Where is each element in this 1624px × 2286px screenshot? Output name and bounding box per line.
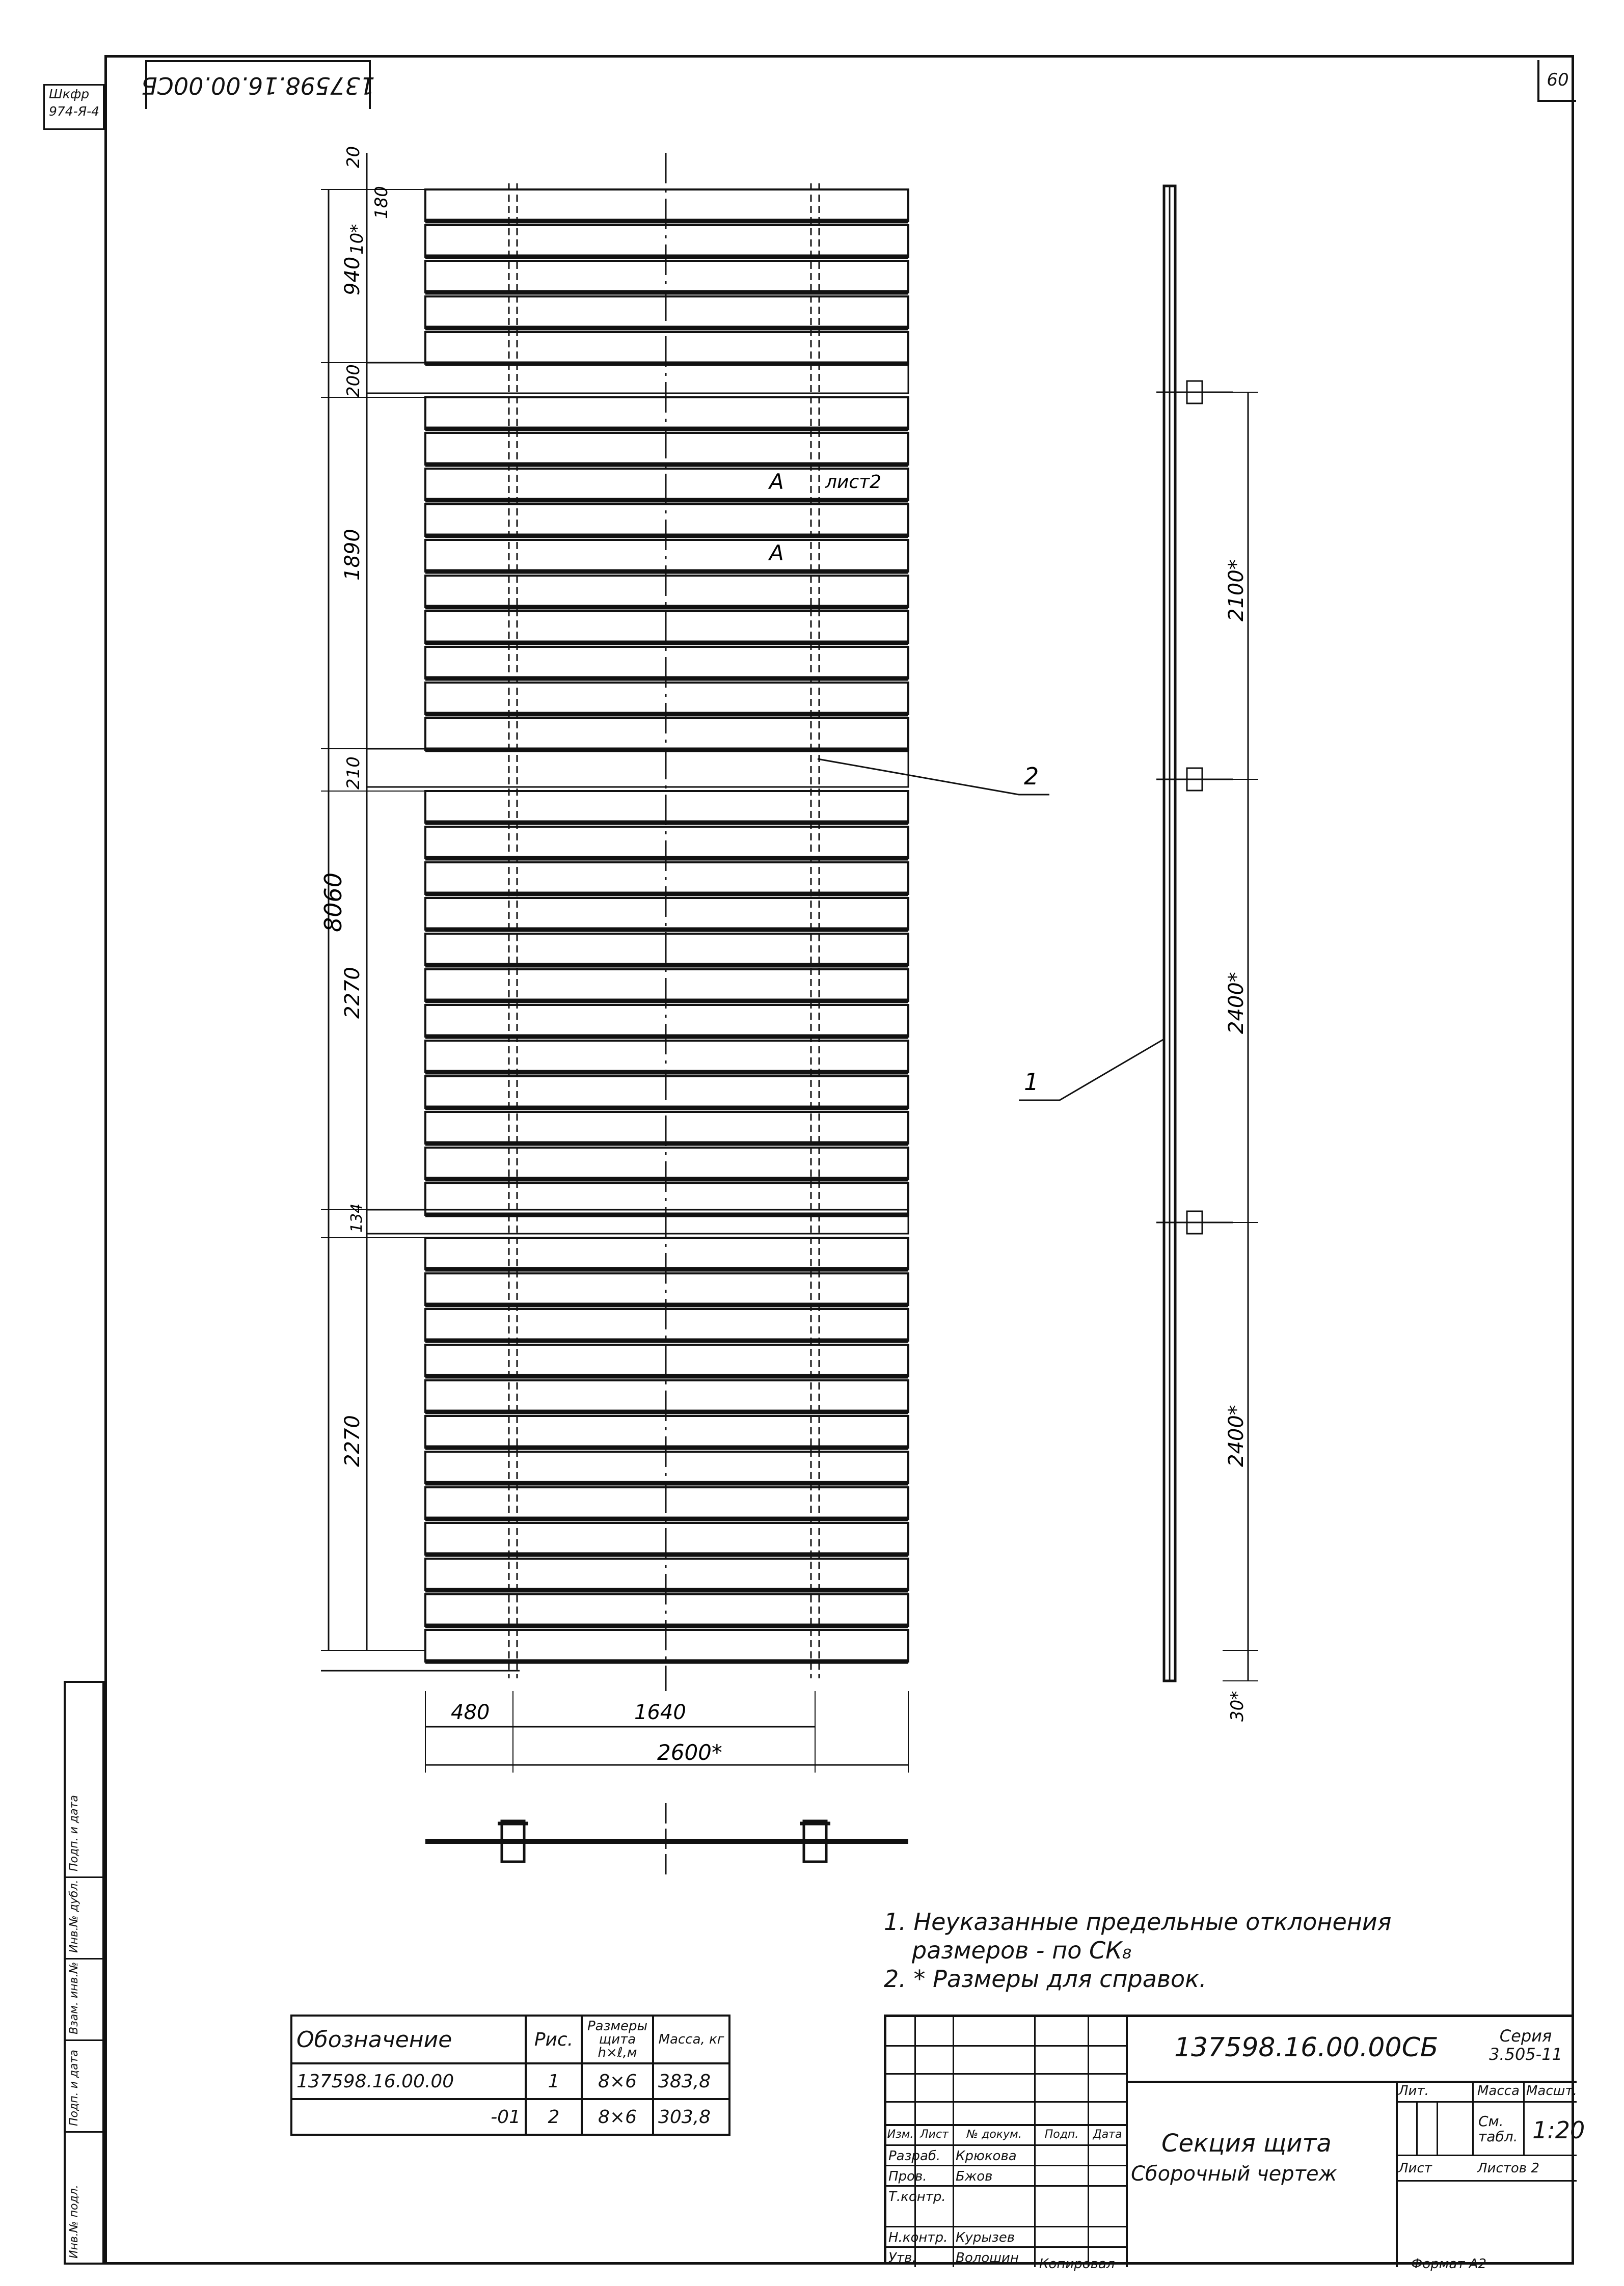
leader-callout-1 [1019,1039,1164,1100]
slat [425,576,908,607]
dim-post-spacing: 1640 [634,1701,686,1724]
title-format: Формат А2 [1411,2256,1487,2272]
slat [425,1076,908,1108]
post-group [509,153,819,1691]
drawing-notes [884,1908,1444,1993]
title-col-lit: Лит. [1398,2083,1429,2099]
rev-header-doc: № докум. [966,2128,1022,2141]
slat [425,225,908,257]
archive-stamp-line2: 974-Я-4 [49,104,100,119]
role-developer: Разраб. [888,2148,941,2164]
slat [425,1345,908,1376]
archive-stamp-line1: Шкфр [49,87,90,101]
note-line-1: 1. Неуказанные предельные отклонения [884,1908,1392,1936]
slat [425,1630,908,1662]
spec-header-fig: Рис. [526,2016,582,2063]
dim-offset-left: 480 [451,1701,490,1724]
spec-cell-mass: 383,8 [653,2063,729,2099]
section-sheet-ref: лист2 [825,472,882,493]
slat [425,1041,908,1072]
role-approver: Утв. [888,2250,916,2266]
slat [425,1452,908,1483]
dim-slat-width: 180 [371,186,392,219]
title-col-scale: Масшт. [1526,2083,1577,2099]
slat [425,189,908,221]
spec-cell-mass: 303,8 [653,2099,729,2135]
dim-gap2: 210 [343,756,364,790]
spec-cell-fig: 2 [526,2099,582,2135]
title-scale: 1:20 [1532,2116,1585,2144]
note-line-3: 2. * Размеры для справок. [884,1965,1207,1993]
rev-header-sheet: Лист [920,2128,949,2141]
slat-group [367,189,908,1662]
title-copied: Копировал [1039,2256,1115,2272]
dim-side-2: 2400* [1225,972,1248,1034]
slat [425,1005,908,1037]
callout-2: 2 [1024,763,1039,790]
slat [425,397,908,429]
title-sheets-label: Листов 2 [1477,2161,1539,2176]
slat [425,296,908,328]
rev-header-date: Дата [1093,2128,1122,2141]
title-mass-value: См. табл. [1478,2113,1518,2145]
title-name-line1: Секция щита [1161,2129,1332,2158]
slat [425,791,908,823]
dim-block2: 1890 [341,529,364,581]
title-sheet-label: Лист [1398,2161,1432,2176]
sheet-number: 60 [1537,60,1576,102]
slat [425,1559,908,1590]
spec-header-size: Размеры щита h×ℓ,м [582,2016,653,2063]
title-designation: 137598.16.00.00СБ [1174,2032,1439,2063]
slat [425,647,908,678]
spec-header-designation: Обозначение [291,2016,526,2063]
margin-label-sign1: Подп. и дата [68,2050,80,2126]
slat [425,1594,908,1626]
dim-top-gap: 20 [343,146,364,168]
slat [425,934,908,965]
spec-cell-size: 8×6 [582,2063,653,2099]
slat [425,862,908,894]
rev-header-change: Изм. [887,2128,914,2141]
spec-header-row [291,2016,729,2063]
slat [425,332,908,364]
gap-band [367,749,908,787]
slat [425,504,908,536]
dim-gap3: 134 [348,1203,366,1233]
spec-row [291,2063,729,2099]
spec-header-mass: Масса, кг [653,2016,729,2063]
slat [425,898,908,930]
role-developer-name: Крюкова [956,2148,1017,2164]
spec-table [290,2015,730,2136]
dim-block1: 940 [341,256,364,295]
inverted-drawing-code: 137598.16.00.00СБ [145,60,371,109]
dim-block4: 2270 [341,1415,364,1467]
slat [425,827,908,858]
slat [425,683,908,714]
spec-cell-designation: 137598.16.00.00 [291,2063,526,2099]
title-col-mass: Масса [1477,2083,1520,2099]
dimension-group [321,153,1164,1773]
slat [425,1148,908,1179]
note-line-2: размеров - по СК₈ [912,1937,1132,1964]
dim-slat-gap: 10* [347,224,367,255]
slat [425,261,908,292]
title-series-label: Серия [1499,2026,1552,2046]
dim-overall-width: 2600* [657,1740,722,1765]
dim-side-bottom: 30* [1227,1691,1248,1722]
role-approver-name: Волошин [956,2250,1019,2266]
role-norm-control-name: Курызев [956,2230,1015,2245]
dim-overall-height: 8060 [319,872,347,932]
dim-side-1: 2100* [1225,559,1248,621]
slat [425,433,908,465]
plan-view [425,1803,908,1874]
title-series: 3.505-11 [1489,2045,1562,2064]
slat [425,1487,908,1519]
dim-side-3: 2400* [1225,1405,1248,1467]
slat [425,1523,908,1555]
gap-band [367,363,908,393]
role-tech-control: Т.контр. [888,2189,946,2205]
spec-row [291,2099,729,2135]
margin-label-sign2: Подп. и дата [68,1795,80,1871]
margin-label-dup: Инв.№ дубл. [68,1880,80,1953]
slat [425,1238,908,1269]
margin-label-inv: Инв.№ подл. [68,2185,80,2258]
role-checker: Пров. [888,2169,927,2184]
slat [425,540,908,572]
margin-label-replace: Взам. инв.№ [68,1962,80,2034]
slat [425,611,908,643]
title-block [884,2015,1585,2272]
dim-block3: 2270 [341,967,364,1019]
role-norm-control: Н.контр. [888,2230,948,2245]
spec-cell-designation: -01 [291,2099,526,2135]
slat [425,718,908,750]
section-mark-upper: А [769,469,784,494]
slat [425,1416,908,1448]
rev-header-sign: Подп. [1044,2128,1079,2141]
dim-gap1: 200 [343,364,364,397]
leader-callout-2 [818,759,1049,795]
slat [425,1273,908,1305]
spec-cell-fig: 1 [526,2063,582,2099]
slat [425,969,908,1001]
spec-cell-size: 8×6 [582,2099,653,2135]
slat [425,1380,908,1412]
slat [425,1112,908,1144]
title-name-line2: Сборочный чертеж [1131,2162,1337,2186]
role-checker-name: Бжов [956,2169,993,2184]
callout-1: 1 [1024,1068,1039,1096]
slat [425,1309,908,1341]
section-mark-lower: А [769,540,784,565]
